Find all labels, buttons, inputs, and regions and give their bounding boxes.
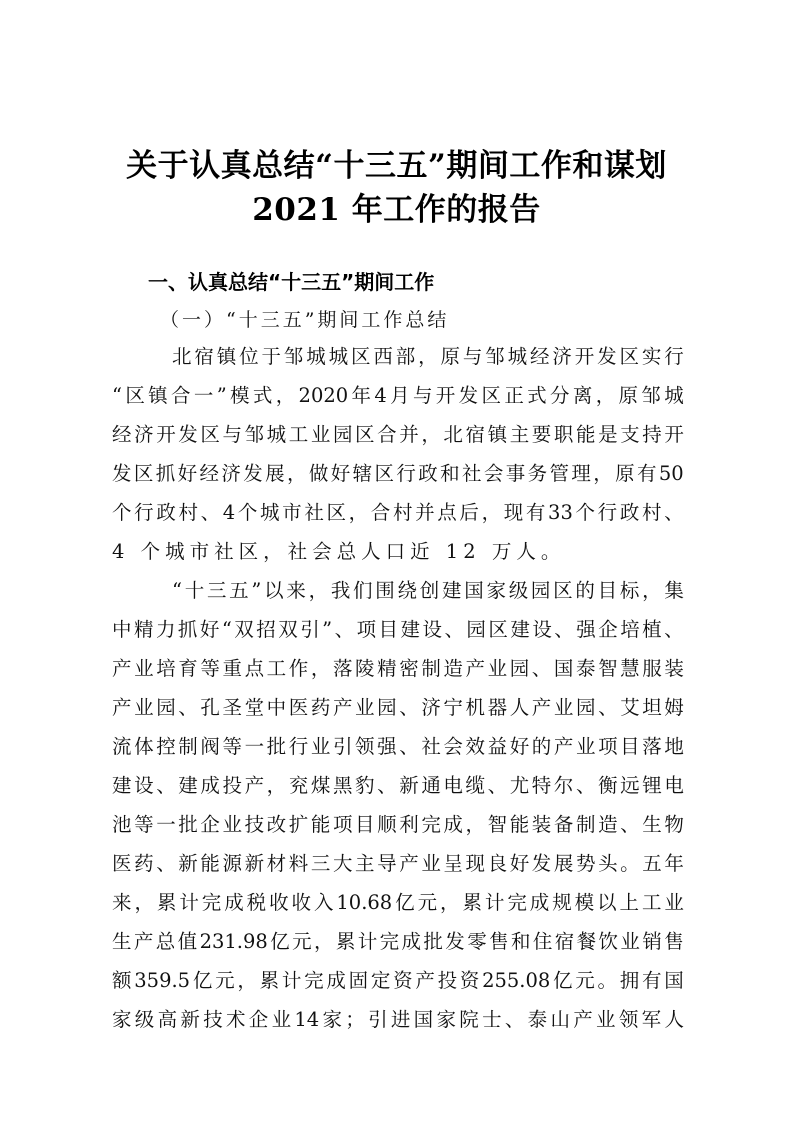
paragraph-1-line-2: “ 区 镇 合 一 ” 模 式 ， 2020 年 4 月 与 开 发 区 正 式 分 离 ， 原 邹 城 — [112, 384, 684, 407]
paragraph-1-line-6: 4 个城市社区，社会总人口近 12 万人。 — [112, 540, 566, 563]
paragraph-2-line-1: “ 十 三 五 ” 以 来 ， 我 们 围 绕 创 建 国 家 级 园 区 的 目 标 ， 集 — [172, 579, 684, 602]
paragraph-2-line-10: 生 产 总 值 231.98 亿 元 ， 累 计 完 成 批 发 零 售 和 住 宿 餐 饮 业 销 售 — [112, 930, 684, 953]
paragraph-2-line-5: 流 体 控 制 阀 等 一 批 行 业 引 领 强 、 社 会 效 益 好 的 产 业 项 目 落 地 — [112, 735, 684, 758]
paragraph-2-line-9: 来 ， 累 计 完 成 税 收 收 入 10.68 亿 元 ， 累 计 完 成 规 模 以 上 工 业 — [112, 891, 684, 914]
paragraph-2-line-3: 产 业 培 育 等 重 点 工 作 ， 落 陵 精 密 制 造 产 业 园 、 国 泰 智 慧 服 装 — [112, 657, 684, 680]
paragraph-2-line-2: 中 精 力 抓 好 “ 双 招 双 引 ” 、 项 目 建 设 、 园 区 建 设 、 强 企 培 植 、 — [112, 618, 684, 641]
document-title-line-2: 2021 年工作的报告 — [252, 192, 541, 228]
paragraph-2-line-12: 家 级 高 新 技 术 企 业 14 家 ； 引 进 国 家 院 士 、 泰 山 产 业 领 军 人 — [112, 1008, 684, 1031]
section-heading: 一、认真总结“十三五”期间工作 — [148, 270, 435, 294]
paragraph-2-line-4: 产 业 园 、 孔 圣 堂 中 医 药 产 业 园 、 济 宁 机 器 人 产 业 园 、 艾 坦 姆 — [112, 696, 684, 719]
paragraph-2-line-6: 建 设 、 建 成 投 产 ， 兖 煤 黑 豹 、 新 通 电 缆 、 尤 特 尔 、 衡 远 锂 电 — [112, 774, 684, 797]
paragraph-2-line-7: 池 等 一 批 企 业 技 改 扩 能 项 目 顺 利 完 成 ， 智 能 装 备 制 造 、 生 物 — [112, 813, 684, 836]
subsection-heading: （一）“十三五”期间工作总结 — [160, 309, 450, 331]
document-title-line-1: 关于认真总结“十三五”期间工作和谋划 — [126, 148, 667, 184]
paragraph-1-line-3: 经 济 开 发 区 与 邹 城 工 业 园 区 合 并 ， 北 宿 镇 主 要 职 能 是 支 持 开 — [112, 423, 684, 446]
paragraph-2-line-8: 医 药 、 新 能 源 新 材 料 三 大 主 导 产 业 呈 现 良 好 发 展 势 头 。 五 年 — [112, 852, 684, 875]
paragraph-1-line-5: 个 行 政 村 、 4 个 城 市 社 区 ， 合 村 并 点 后 ， 现 有 33 个 行 政 村 、 — [112, 501, 684, 524]
paragraph-2-line-11: 额 359.5 亿 元 ， 累 计 完 成 固 定 资 产 投 资 255.08 亿 元 。 拥 有 国 — [112, 969, 684, 992]
paragraph-1-line-1: 北 宿 镇 位 于 邹 城 城 区 西 部 ， 原 与 邹 城 经 济 开 发 区 实 行 — [172, 345, 684, 368]
paragraph-1-line-4: 发 区 抓 好 经 济 发 展 ， 做 好 辖 区 行 政 和 社 会 事 务 管 理 ， 原 有 50 — [112, 462, 684, 485]
